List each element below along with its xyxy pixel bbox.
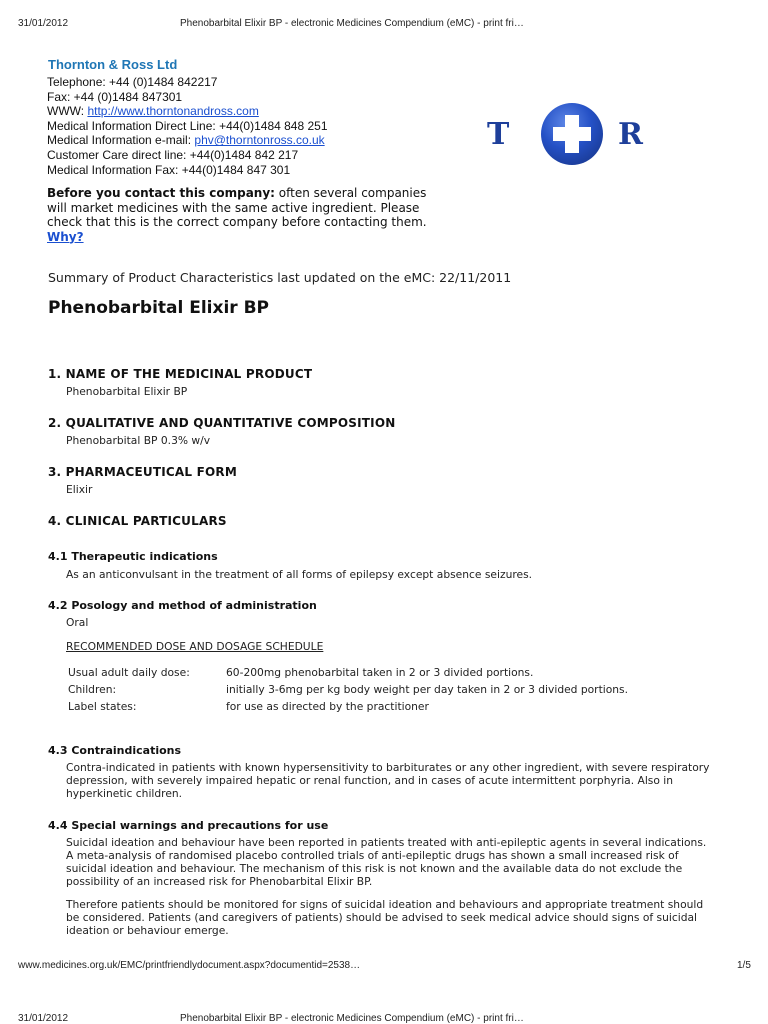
section-3-heading: 3. PHARMACEUTICAL FORM [48,465,237,479]
dose-row [68,700,708,714]
www-line [47,104,328,119]
website-link[interactable]: http://www.thorntonandross.com [87,104,259,119]
smpc-updated-line: Summary of Product Characteristics last updated on the eMC: 22/11/2011 [48,270,512,285]
why-link[interactable]: Why? [47,229,84,244]
dose-schedule-heading: RECOMMENDED DOSE AND DOSAGE SCHEDULE [66,640,324,653]
section-2-heading: 2. QUALITATIVE AND QUANTITATIVE COMPOSITION [48,416,396,430]
print-page-number: 1/5 [737,960,751,971]
section-4-1-text: As an anticonvulsant in the treatment of all forms of epilepsy except absence seizures. [66,568,533,581]
dose-row-value: for use as directed by the practitioner [226,700,429,713]
section-1-text: Phenobarbital Elixir BP [66,385,188,398]
section-4-heading: 4. CLINICAL PARTICULARS [48,514,227,528]
logo-letter-t: T [487,117,511,152]
dose-row-label: Children: [68,683,117,696]
med-info-line: Medical Information Direct Line: +44(0)1484 848 251 [47,118,328,133]
email-label: Medical Information e-mail: [47,133,195,148]
section-4-3-heading: 4.3 Contraindications [48,744,182,757]
dose-row-value: initially 3-6mg per kg body weight per day taken in 2 or 3 divided portions. [226,683,629,696]
email-line [47,133,328,148]
section-2-text: Phenobarbital BP 0.3% w/v [66,434,211,447]
section-3-text: Elixir [66,483,93,496]
dose-row-label: Label states: [68,700,137,713]
section-4-3-text: Contra-indicated in patients with known hypersensitivity to barbiturates or any other ingredient, with severe respiratory depression, with severely impaired hepatic or renal function, and in cases of acute intermittent porphyria. Also in hyperkinetic children. [66,761,710,800]
telephone-line: Telephone: +44 (0)1484 842217 [47,75,218,89]
print-page-title: Phenobarbital Elixir BP - electronic Medicines Compendium (eMC) - print fri… [180,18,524,29]
section-4-4-paragraph-2: Therefore patients should be monitored for signs of suicidal ideation and behaviours and appropriate treatment should be considered. Patients (and caregivers of patients) should be advised to seek medical advice should signs of suicidal ideation or behaviour emerge. [66,898,704,937]
med-info-fax-line: Medical Information Fax: +44(0)1484 847 301 [47,162,291,177]
logo-cross-circle [541,103,603,165]
notice-bold: Before you contact this company: [47,186,275,200]
company-name[interactable]: Thornton & Ross Ltd [48,57,178,72]
print-date: 31/01/2012 [18,18,69,29]
company-contact-details [47,75,328,177]
dose-row [68,666,708,680]
www-label: WWW: [47,104,88,119]
logo-letter-r: R [618,117,644,152]
dose-row-value: 60-200mg phenobarbital taken in 2 or 3 divided portions. [226,666,534,679]
company-logo [483,103,668,165]
notice-text: often several companies will market medicines with the same active ingredient. Please check that this is the correct company before contacting them. [47,186,427,229]
print-footer-url: www.medicines.org.uk/EMC/printfriendlydocument.aspx?documentid=2538… [18,960,361,971]
next-page-date: 31/01/2012 [18,1013,69,1024]
section-4-2-text: Oral [66,616,89,629]
section-4-4-heading: 4.4 Special warnings and precautions for use [48,819,329,832]
dose-row-label: Usual adult daily dose: [68,666,190,679]
contact-notice [47,186,447,244]
section-1-heading: 1. NAME OF THE MEDICINAL PRODUCT [48,367,313,381]
dose-row [68,683,708,697]
next-page-title: Phenobarbital Elixir BP - electronic Medicines Compendium (eMC) - print fri… [180,1013,524,1024]
section-4-4-paragraph-1: Suicidal ideation and behaviour have been reported in patients treated with anti-epileptic agents in several indications. A meta-analysis of randomised placebo controlled trials of anti-epileptic drugs has shown a small increased risk of suicidal ideation and behaviour. The mechanism of this risk is not known and the available data do not exclude the possibility of an increased risk for Phenobarbital Elixir BP. [66,836,707,888]
email-link[interactable]: phv@thorntonross.co.uk [194,133,325,148]
section-4-1-heading: 4.1 Therapeutic indications [48,550,218,563]
product-title: Phenobarbital Elixir BP [48,298,270,318]
fax-line: Fax: +44 (0)1484 847301 [47,89,183,104]
section-4-2-heading: 4.2 Posology and method of administration [48,599,317,612]
customer-care-line: Customer Care direct line: +44(0)1484 842 217 [47,147,299,162]
